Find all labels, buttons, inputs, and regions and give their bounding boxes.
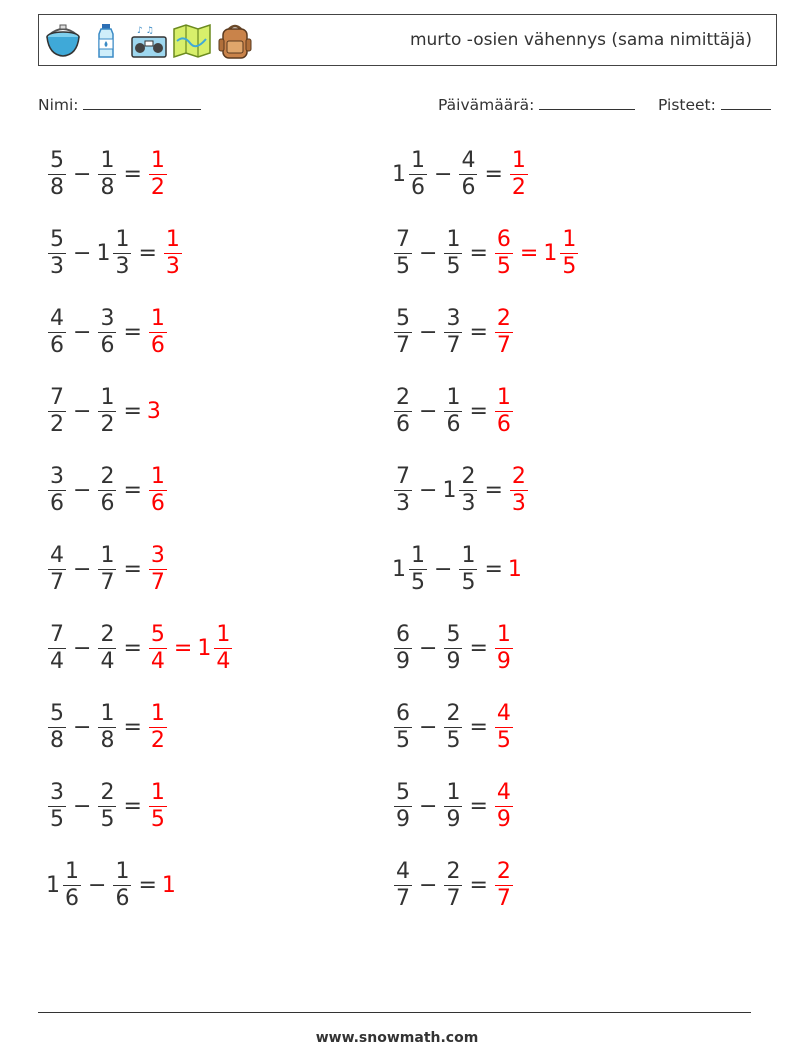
numerator: 1 <box>562 226 577 252</box>
denominator: 6 <box>115 885 130 911</box>
equals-sign: = <box>469 714 488 740</box>
numerator: 1 <box>411 147 425 173</box>
fraction <box>164 227 182 280</box>
name-line[interactable] <box>83 94 201 110</box>
minus-sign: − <box>73 556 92 582</box>
answer <box>147 543 169 596</box>
denominator: 5 <box>396 727 410 753</box>
footer-url: www.snowmath.com <box>315 1030 479 1046</box>
numerator: 1 <box>496 384 511 410</box>
denominator: 6 <box>496 411 511 437</box>
numerator: 4 <box>50 305 64 331</box>
fraction <box>444 701 462 754</box>
numerator: 1 <box>461 542 476 568</box>
fraction <box>113 227 131 280</box>
equals-sign: = <box>484 556 503 582</box>
problem-14 <box>392 613 515 683</box>
numerator: 1 <box>100 700 115 726</box>
fraction <box>48 385 66 438</box>
denominator: 5 <box>150 806 165 832</box>
denominator: 5 <box>411 569 425 595</box>
fraction <box>394 464 412 517</box>
problem-15 <box>46 692 169 762</box>
answer <box>147 148 169 201</box>
answer-equals-sign: = <box>173 635 193 661</box>
problem-6 <box>392 297 515 367</box>
equals-sign: = <box>123 714 142 740</box>
denominator: 4 <box>100 648 115 674</box>
denominator: 7 <box>50 569 64 595</box>
minus-sign: − <box>419 635 438 661</box>
fraction <box>98 701 116 754</box>
numerator: 3 <box>50 779 64 805</box>
numerator: 4 <box>50 542 64 568</box>
problem-20 <box>392 850 515 920</box>
fraction <box>98 622 116 675</box>
fraction <box>495 780 513 833</box>
numerator: 2 <box>496 858 511 884</box>
denominator: 5 <box>496 727 511 753</box>
fraction <box>98 464 116 517</box>
denominator: 9 <box>496 806 511 832</box>
fraction <box>459 543 477 596</box>
fraction <box>214 622 232 675</box>
date-field <box>438 94 635 114</box>
equals-sign: = <box>123 793 142 819</box>
problem-2 <box>392 139 530 209</box>
fraction <box>149 701 167 754</box>
fraction <box>409 148 427 201</box>
minus-sign: − <box>419 240 438 266</box>
numerator: 7 <box>50 621 64 647</box>
fraction <box>98 543 116 596</box>
fraction <box>98 780 116 833</box>
denominator: 5 <box>50 806 64 832</box>
minus-sign: − <box>73 635 92 661</box>
problem-4 <box>392 218 580 288</box>
numerator: 3 <box>50 463 64 489</box>
answer <box>493 227 580 280</box>
answer <box>493 385 515 438</box>
denominator: 2 <box>511 174 526 200</box>
numerator: 5 <box>50 226 64 252</box>
answer <box>147 780 169 833</box>
fraction <box>98 306 116 359</box>
denominator: 4 <box>216 648 231 674</box>
numerator: 2 <box>446 700 461 726</box>
whole-number: 1 <box>442 477 457 503</box>
fraction <box>510 464 528 517</box>
equals-sign: = <box>469 872 488 898</box>
answer <box>493 306 515 359</box>
fraction <box>394 622 412 675</box>
problem-9 <box>46 455 169 525</box>
denominator: 3 <box>461 490 476 516</box>
minus-sign: − <box>73 714 92 740</box>
answer <box>493 859 515 912</box>
numerator: 1 <box>216 621 231 647</box>
whole-number: 1 <box>507 556 522 582</box>
equals-sign: = <box>123 635 142 661</box>
numerator: 1 <box>150 700 165 726</box>
answer-equals-sign: = <box>519 240 539 266</box>
denominator: 6 <box>396 411 410 437</box>
minus-sign: − <box>419 872 438 898</box>
denominator: 6 <box>65 885 79 911</box>
numerator: 3 <box>150 542 165 568</box>
numerator: 2 <box>496 305 511 331</box>
problem-16 <box>392 692 515 762</box>
fraction <box>560 227 578 280</box>
denominator: 7 <box>396 885 410 911</box>
denominator: 9 <box>446 806 461 832</box>
whole-number: 1 <box>96 240 111 266</box>
numerator: 7 <box>50 384 64 410</box>
problem-17 <box>46 771 169 841</box>
denominator: 7 <box>496 885 511 911</box>
worksheet-header <box>38 14 777 66</box>
denominator: 6 <box>411 174 425 200</box>
numerator: 1 <box>100 147 115 173</box>
equals-sign: = <box>138 240 157 266</box>
water-bottle-icon <box>86 21 126 61</box>
denominator: 4 <box>150 648 165 674</box>
denominator: 5 <box>100 806 115 832</box>
equals-sign: = <box>469 398 488 424</box>
minus-sign: − <box>73 161 92 187</box>
fraction <box>444 859 462 912</box>
numerator: 4 <box>496 779 511 805</box>
fraction <box>48 227 66 280</box>
problem-8 <box>392 376 515 446</box>
numerator: 2 <box>100 621 115 647</box>
problem-18 <box>392 771 515 841</box>
numerator: 1 <box>446 779 461 805</box>
numerator: 5 <box>150 621 165 647</box>
answer <box>147 701 169 754</box>
numerator: 7 <box>396 463 410 489</box>
fraction <box>495 622 513 675</box>
fraction <box>495 859 513 912</box>
denominator: 7 <box>150 569 165 595</box>
equals-sign: = <box>123 398 142 424</box>
fraction <box>48 780 66 833</box>
numerator: 5 <box>446 621 461 647</box>
denominator: 2 <box>150 727 165 753</box>
whole-number: 1 <box>161 872 176 898</box>
denominator: 3 <box>115 253 130 279</box>
problem-13 <box>46 613 234 683</box>
header-icons <box>43 19 258 63</box>
numerator: 1 <box>150 147 165 173</box>
denominator: 7 <box>446 332 461 358</box>
numerator: 4 <box>496 700 511 726</box>
fraction <box>149 622 167 675</box>
denominator: 2 <box>150 174 165 200</box>
denominator: 4 <box>50 648 64 674</box>
equals-sign: = <box>484 477 503 503</box>
minus-sign: − <box>73 793 92 819</box>
numerator: 4 <box>461 147 476 173</box>
denominator: 7 <box>100 569 115 595</box>
fraction <box>63 859 81 912</box>
answer <box>147 306 169 359</box>
answer <box>508 148 530 201</box>
denominator: 6 <box>150 490 165 516</box>
answer <box>493 701 515 754</box>
minus-sign: − <box>419 793 438 819</box>
whole-number: 1 <box>543 240 558 266</box>
numerator: 1 <box>446 384 461 410</box>
denominator: 7 <box>496 332 511 358</box>
denominator: 7 <box>396 332 410 358</box>
answer <box>147 464 169 517</box>
fraction <box>48 622 66 675</box>
fraction <box>459 464 477 517</box>
fraction <box>149 464 167 517</box>
denominator: 9 <box>396 648 410 674</box>
answer <box>493 622 515 675</box>
equals-sign: = <box>469 319 488 345</box>
numerator: 6 <box>496 226 511 252</box>
denominator: 6 <box>150 332 165 358</box>
fraction <box>48 464 66 517</box>
problem-1 <box>46 139 169 209</box>
answer <box>508 464 530 517</box>
problem-5 <box>46 297 169 367</box>
numerator: 3 <box>446 305 461 331</box>
denominator: 8 <box>100 174 115 200</box>
problem-11 <box>46 534 169 604</box>
denominator: 8 <box>100 727 115 753</box>
answer <box>147 399 162 424</box>
numerator: 4 <box>396 858 410 884</box>
fraction <box>409 543 427 596</box>
date-line[interactable] <box>539 94 635 110</box>
answer <box>162 873 177 898</box>
denominator: 5 <box>496 253 511 279</box>
fraction <box>444 622 462 675</box>
minus-sign: − <box>73 240 92 266</box>
numerator: 5 <box>50 147 64 173</box>
fraction <box>459 148 477 201</box>
numerator: 1 <box>496 621 511 647</box>
fraction <box>48 543 66 596</box>
score-field <box>658 94 771 114</box>
fraction <box>394 701 412 754</box>
fraction <box>394 306 412 359</box>
minus-sign: − <box>419 477 438 503</box>
footer-divider <box>38 1012 751 1013</box>
whole-number: 1 <box>197 635 212 661</box>
denominator: 6 <box>50 332 64 358</box>
fraction <box>495 701 513 754</box>
numerator: 1 <box>115 858 130 884</box>
problem-3 <box>46 218 184 288</box>
numerator: 2 <box>461 463 476 489</box>
numerator: 3 <box>100 305 115 331</box>
radio-icon <box>129 21 169 61</box>
equals-sign: = <box>469 793 488 819</box>
numerator: 1 <box>446 226 461 252</box>
denominator: 2 <box>100 411 115 437</box>
fraction <box>394 227 412 280</box>
bucket-icon <box>43 21 83 61</box>
score-label: Pisteet: <box>658 96 716 114</box>
numerator: 1 <box>65 858 79 884</box>
fraction <box>394 859 412 912</box>
numerator: 1 <box>150 305 165 331</box>
whole-number: 1 <box>46 872 60 898</box>
equals-sign: = <box>469 635 488 661</box>
denominator: 5 <box>396 253 410 279</box>
numerator: 2 <box>446 858 461 884</box>
fraction <box>48 148 66 201</box>
numerator: 2 <box>511 463 526 489</box>
equals-sign: = <box>123 477 142 503</box>
date-label: Päivämäärä: <box>438 96 535 114</box>
minus-sign: − <box>73 319 92 345</box>
whole-number: 1 <box>392 556 406 582</box>
fraction <box>113 859 131 912</box>
denominator: 3 <box>50 253 64 279</box>
denominator: 6 <box>446 411 461 437</box>
answer <box>508 557 523 582</box>
score-line[interactable] <box>721 94 771 110</box>
fraction <box>495 385 513 438</box>
worksheet-title: murto -osien vähennys (sama nimittäjä) <box>409 30 752 50</box>
numerator: 5 <box>396 305 410 331</box>
numerator: 1 <box>100 384 115 410</box>
denominator: 8 <box>50 727 64 753</box>
denominator: 6 <box>100 490 115 516</box>
minus-sign: − <box>73 398 92 424</box>
denominator: 5 <box>446 253 461 279</box>
numerator: 1 <box>165 226 180 252</box>
whole-number: 3 <box>146 398 161 424</box>
fraction <box>394 780 412 833</box>
minus-sign: − <box>419 714 438 740</box>
backpack-icon <box>215 21 255 61</box>
fraction <box>48 701 66 754</box>
fraction <box>98 148 116 201</box>
whole-number: 1 <box>392 161 406 187</box>
numerator: 6 <box>396 621 410 647</box>
equals-sign: = <box>469 240 488 266</box>
minus-sign: − <box>434 556 453 582</box>
fraction <box>444 306 462 359</box>
numerator: 2 <box>396 384 410 410</box>
answer <box>493 780 515 833</box>
answer <box>147 622 234 675</box>
numerator: 1 <box>150 463 165 489</box>
fraction <box>98 385 116 438</box>
denominator: 9 <box>446 648 461 674</box>
fraction <box>444 780 462 833</box>
numerator: 1 <box>511 147 526 173</box>
fraction <box>149 780 167 833</box>
denominator: 6 <box>50 490 64 516</box>
numerator: 5 <box>396 779 410 805</box>
denominator: 5 <box>461 569 476 595</box>
denominator: 8 <box>50 174 64 200</box>
denominator: 3 <box>396 490 410 516</box>
name-field <box>38 94 201 114</box>
minus-sign: − <box>419 398 438 424</box>
numerator: 2 <box>100 463 115 489</box>
fraction <box>495 227 513 280</box>
equals-sign: = <box>123 161 142 187</box>
minus-sign: − <box>73 477 92 503</box>
numerator: 1 <box>100 542 115 568</box>
equals-sign: = <box>123 556 142 582</box>
equals-sign: = <box>123 319 142 345</box>
numerator: 2 <box>100 779 115 805</box>
problem-7 <box>46 376 162 446</box>
map-icon <box>172 21 212 61</box>
fraction <box>149 148 167 201</box>
problem-12 <box>392 534 523 604</box>
denominator: 5 <box>562 253 577 279</box>
denominator: 9 <box>396 806 410 832</box>
fraction <box>149 306 167 359</box>
denominator: 2 <box>50 411 64 437</box>
denominator: 7 <box>446 885 461 911</box>
numerator: 6 <box>396 700 410 726</box>
minus-sign: − <box>88 872 107 898</box>
equals-sign: = <box>484 161 503 187</box>
fraction <box>149 543 167 596</box>
name-label: Nimi: <box>38 96 79 114</box>
numerator: 1 <box>411 542 425 568</box>
numerator: 1 <box>115 226 130 252</box>
fraction <box>510 148 528 201</box>
denominator: 3 <box>511 490 526 516</box>
fraction <box>394 385 412 438</box>
fraction <box>444 227 462 280</box>
numerator: 7 <box>396 226 410 252</box>
numerator: 5 <box>50 700 64 726</box>
minus-sign: − <box>419 319 438 345</box>
minus-sign: − <box>434 161 453 187</box>
fraction <box>495 306 513 359</box>
denominator: 6 <box>461 174 476 200</box>
problem-10 <box>392 455 530 525</box>
denominator: 9 <box>496 648 511 674</box>
fraction <box>444 385 462 438</box>
problem-19 <box>46 850 177 920</box>
svg-text:♪ ♫: ♪ ♫ <box>137 26 154 36</box>
answer <box>162 227 184 280</box>
denominator: 5 <box>446 727 461 753</box>
equals-sign: = <box>138 872 157 898</box>
denominator: 6 <box>100 332 115 358</box>
numerator: 1 <box>150 779 165 805</box>
fraction <box>48 306 66 359</box>
denominator: 3 <box>165 253 180 279</box>
